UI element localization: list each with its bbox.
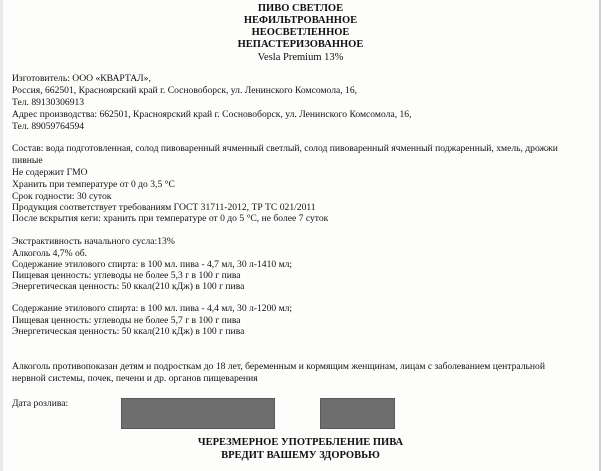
product-type-title: ПИВО СВЕТЛОЕ (257, 3, 344, 14)
manufacturer-name: Изготовитель: ООО «КВАРТАЛ», (12, 73, 151, 84)
ethanol-content-alt: Содержание этилового спирта: в 100 мл. пива - 4,4 мл, 30 л-1200 мл; (12, 303, 293, 314)
composition-text-continued: пивные (12, 155, 43, 166)
nutritional-value: Пищевая ценность: углеводы не более 5,3 г в 100 г пива (12, 270, 241, 281)
bottling-date-redaction-1 (121, 398, 275, 429)
manufacturer-address: Россия, 662501, Красноярский край г. Сосновоборск, ул. Ленинского Комсомола, 16, (12, 85, 358, 96)
overconsumption-warning: ЧЕРЕЗМЕРНОЕ УПОТРЕБЛЕНИЕ ПИВА (197, 437, 404, 448)
energy-value: Энергетическая ценность: 50 ккал(210 кДж) в 100 г пива (12, 281, 245, 292)
product-pasteurization-title: НЕПАСТЕРИЗОВАННОЕ (237, 39, 364, 50)
composition-text: Состав: вода подготовленная, солод пивоваренный ячменный светлый, солод пивоваренный ячменный поджаренный, хмель, дрожжи (12, 143, 558, 154)
bottling-date-label: Дата розлива: (12, 398, 69, 409)
alcohol-content: Алкоголь 4,7% об. (12, 248, 88, 259)
after-opening-storage: После вскрытия кеги: хранить при температуре от 0 до 5 °С, не более 7 суток (12, 213, 329, 224)
production-phone: Тел. 89059764594 (12, 121, 85, 132)
original-extract: Экстрактивность начального сусла:13% (12, 236, 175, 247)
ethanol-content: Содержание этилового спирта: в 100 мл. пива - 4,7 мл, 30 л-1410 мл; (12, 259, 293, 270)
manufacturer-phone: Тел. 89130306913 (12, 97, 85, 108)
gmo-free-note: Не содержит ГМО (12, 167, 88, 178)
storage-temperature: Хранить при температуре от 0 до 3,5 °С (12, 179, 175, 190)
product-brand-name: Vesla Premium 13% (257, 52, 344, 63)
scan-edge (0, 0, 3, 471)
health-damage-warning: ВРЕДИТ ВАШЕМУ ЗДОРОВЬЮ (221, 450, 380, 461)
health-warning-text-continued: нервной системы, почек, печени и др. органов пищеварения (12, 373, 258, 384)
shelf-life: Срок годности: 30 суток (12, 191, 112, 202)
nutritional-value-alt: Пищевая ценность: углеводы не более 5,7 г в 100 г пива (12, 315, 241, 326)
product-filter-title: НЕФИЛЬТРОВАННОЕ (243, 15, 358, 26)
production-address: Адрес производства: 662501, Красноярский край г. Сосновоборск, ул. Ленинского Комсомола, 16, (12, 109, 412, 120)
product-clarity-title: НЕОСВЕТЛЕННОЕ (251, 27, 350, 38)
standards-compliance: Продукция соответствует требованиям ГОСТ 31711-2012, ТР ТС 021/2011 (12, 202, 316, 213)
health-warning-text: Алкоголь противопоказан детям и подросткам до 18 лет, беременным и кормящим женщинам, лицам с заболеванием центральной (12, 361, 545, 372)
bottling-date-redaction-2 (320, 398, 395, 429)
energy-value-alt: Энергетическая ценность: 50 ккал(210 кДж) в 100 г пива (12, 326, 245, 337)
